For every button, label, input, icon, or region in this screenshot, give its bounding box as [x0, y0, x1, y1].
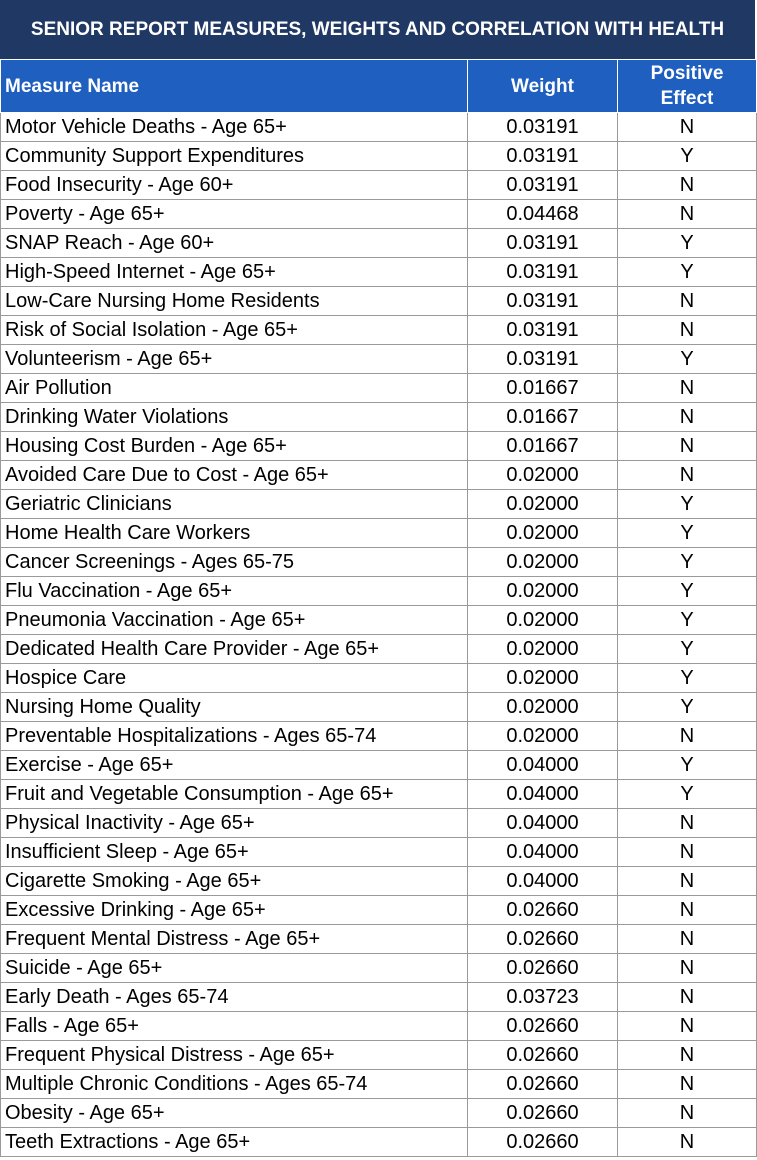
measures-table	[0, 59, 757, 1157]
table-row	[1, 1070, 757, 1099]
table-body	[1, 113, 757, 1157]
positive-effect-cell: N	[618, 287, 757, 316]
positive-effect-cell: N	[618, 722, 757, 751]
measure-name-cell: High-Speed Internet - Age 65+	[1, 258, 468, 287]
weight-cell: 0.02000	[468, 461, 618, 490]
weight-cell: 0.02660	[468, 1099, 618, 1128]
positive-effect-cell: Y	[618, 229, 757, 258]
table-row	[1, 577, 757, 606]
table-row	[1, 809, 757, 838]
weight-cell: 0.02000	[468, 693, 618, 722]
measure-name-cell: Motor Vehicle Deaths - Age 65+	[1, 113, 468, 142]
positive-effect-cell: N	[618, 171, 757, 200]
measure-name-cell: Frequent Mental Distress - Age 65+	[1, 925, 468, 954]
positive-effect-cell: N	[618, 896, 757, 925]
table-row	[1, 896, 757, 925]
measure-name-cell: Obesity - Age 65+	[1, 1099, 468, 1128]
weight-cell: 0.03191	[468, 171, 618, 200]
positive-effect-cell: N	[618, 1070, 757, 1099]
positive-effect-cell: N	[618, 954, 757, 983]
weight-cell: 0.03723	[468, 983, 618, 1012]
measure-name-cell: Cancer Screenings - Ages 65-75	[1, 548, 468, 577]
table-row	[1, 693, 757, 722]
table-row	[1, 316, 757, 345]
table-row	[1, 403, 757, 432]
weight-cell: 0.03191	[468, 258, 618, 287]
measure-name-cell: Low-Care Nursing Home Residents	[1, 287, 468, 316]
column-header-weight: Weight	[468, 60, 618, 113]
weight-cell: 0.03191	[468, 229, 618, 258]
table-row	[1, 345, 757, 374]
table-row	[1, 722, 757, 751]
measure-name-cell: Fruit and Vegetable Consumption - Age 65+	[1, 780, 468, 809]
table-row	[1, 635, 757, 664]
weight-cell: 0.01667	[468, 374, 618, 403]
weight-cell: 0.02660	[468, 896, 618, 925]
weight-cell: 0.04000	[468, 867, 618, 896]
table-row	[1, 1128, 757, 1157]
table-row	[1, 983, 757, 1012]
weight-cell: 0.03191	[468, 345, 618, 374]
weight-cell: 0.02000	[468, 722, 618, 751]
column-header-positive-effect-line1: Positive	[650, 63, 724, 84]
table-row	[1, 461, 757, 490]
table-row	[1, 954, 757, 983]
measure-name-cell: Suicide - Age 65+	[1, 954, 468, 983]
positive-effect-cell: Y	[618, 635, 757, 664]
measure-name-cell: Teeth Extractions - Age 65+	[1, 1128, 468, 1157]
measure-name-cell: Physical Inactivity - Age 65+	[1, 809, 468, 838]
positive-effect-cell: Y	[618, 606, 757, 635]
weight-cell: 0.02660	[468, 1128, 618, 1157]
positive-effect-cell: Y	[618, 577, 757, 606]
positive-effect-cell: N	[618, 432, 757, 461]
table-row	[1, 664, 757, 693]
measure-name-cell: Community Support Expenditures	[1, 142, 468, 171]
weight-cell: 0.03191	[468, 142, 618, 171]
measure-name-cell: Preventable Hospitalizations - Ages 65-74	[1, 722, 468, 751]
measure-name-cell: Housing Cost Burden - Age 65+	[1, 432, 468, 461]
weight-cell: 0.02660	[468, 1012, 618, 1041]
positive-effect-cell: Y	[618, 548, 757, 577]
table-row	[1, 548, 757, 577]
positive-effect-cell: N	[618, 461, 757, 490]
table-row	[1, 229, 757, 258]
table-row	[1, 490, 757, 519]
column-header-positive-effect-line2: Effect	[660, 88, 714, 109]
measure-name-cell: Multiple Chronic Conditions - Ages 65-74	[1, 1070, 468, 1099]
measure-name-cell: Dedicated Health Care Provider - Age 65+	[1, 635, 468, 664]
measure-name-cell: Hospice Care	[1, 664, 468, 693]
positive-effect-cell: Y	[618, 780, 757, 809]
measure-name-cell: Drinking Water Violations	[1, 403, 468, 432]
positive-effect-cell: N	[618, 316, 757, 345]
weight-cell: 0.02000	[468, 548, 618, 577]
weight-cell: 0.02000	[468, 519, 618, 548]
weight-cell: 0.01667	[468, 403, 618, 432]
positive-effect-cell: N	[618, 1099, 757, 1128]
weight-cell: 0.02660	[468, 1041, 618, 1070]
positive-effect-cell: N	[618, 1041, 757, 1070]
positive-effect-cell: N	[618, 374, 757, 403]
table-row	[1, 606, 757, 635]
measure-name-cell: Excessive Drinking - Age 65+	[1, 896, 468, 925]
measure-name-cell: Volunteerism - Age 65+	[1, 345, 468, 374]
weight-cell: 0.02000	[468, 664, 618, 693]
table-row	[1, 113, 757, 142]
table-row	[1, 200, 757, 229]
measure-name-cell: Risk of Social Isolation - Age 65+	[1, 316, 468, 345]
weight-cell: 0.02660	[468, 954, 618, 983]
measure-name-cell: Insufficient Sleep - Age 65+	[1, 838, 468, 867]
weight-cell: 0.02000	[468, 606, 618, 635]
positive-effect-cell: Y	[618, 345, 757, 374]
table-row	[1, 432, 757, 461]
weight-cell: 0.04000	[468, 751, 618, 780]
table-row	[1, 780, 757, 809]
table-row	[1, 142, 757, 171]
positive-effect-cell: Y	[618, 693, 757, 722]
weight-cell: 0.02000	[468, 577, 618, 606]
table-row	[1, 925, 757, 954]
weight-cell: 0.03191	[468, 287, 618, 316]
table-row	[1, 374, 757, 403]
positive-effect-cell: N	[618, 838, 757, 867]
table-row	[1, 171, 757, 200]
measure-name-cell: Food Insecurity - Age 60+	[1, 171, 468, 200]
positive-effect-cell: Y	[618, 519, 757, 548]
weight-cell: 0.02000	[468, 635, 618, 664]
positive-effect-cell: Y	[618, 751, 757, 780]
table-row	[1, 258, 757, 287]
table-row	[1, 287, 757, 316]
weight-cell: 0.02660	[468, 925, 618, 954]
positive-effect-cell: Y	[618, 664, 757, 693]
measure-name-cell: Air Pollution	[1, 374, 468, 403]
measure-name-cell: SNAP Reach - Age 60+	[1, 229, 468, 258]
column-header-positive-effect	[618, 60, 757, 113]
header-row	[1, 60, 757, 113]
positive-effect-cell: N	[618, 1012, 757, 1041]
table-row	[1, 1012, 757, 1041]
weight-cell: 0.04000	[468, 809, 618, 838]
measure-name-cell: Cigarette Smoking - Age 65+	[1, 867, 468, 896]
table-row	[1, 867, 757, 896]
weight-cell: 0.02000	[468, 490, 618, 519]
positive-effect-cell: Y	[618, 142, 757, 171]
weight-cell: 0.02660	[468, 1070, 618, 1099]
weight-cell: 0.04468	[468, 200, 618, 229]
weight-cell: 0.04000	[468, 780, 618, 809]
measure-name-cell: Frequent Physical Distress - Age 65+	[1, 1041, 468, 1070]
table-row	[1, 519, 757, 548]
weight-cell: 0.04000	[468, 838, 618, 867]
measure-name-cell: Exercise - Age 65+	[1, 751, 468, 780]
positive-effect-cell: Y	[618, 258, 757, 287]
measure-name-cell: Poverty - Age 65+	[1, 200, 468, 229]
table-row	[1, 838, 757, 867]
measure-name-cell: Flu Vaccination - Age 65+	[1, 577, 468, 606]
table-row	[1, 751, 757, 780]
positive-effect-cell: N	[618, 1128, 757, 1157]
weight-cell: 0.03191	[468, 316, 618, 345]
positive-effect-cell: N	[618, 809, 757, 838]
weight-cell: 0.01667	[468, 432, 618, 461]
measure-name-cell: Nursing Home Quality	[1, 693, 468, 722]
measure-name-cell: Pneumonia Vaccination - Age 65+	[1, 606, 468, 635]
positive-effect-cell: N	[618, 925, 757, 954]
positive-effect-cell: N	[618, 113, 757, 142]
positive-effect-cell: N	[618, 983, 757, 1012]
measure-name-cell: Home Health Care Workers	[1, 519, 468, 548]
table-row	[1, 1041, 757, 1070]
positive-effect-cell: N	[618, 867, 757, 896]
positive-effect-cell: N	[618, 200, 757, 229]
measure-name-cell: Geriatric Clinicians	[1, 490, 468, 519]
positive-effect-cell: Y	[618, 490, 757, 519]
weight-cell: 0.03191	[468, 113, 618, 142]
table-row	[1, 1099, 757, 1128]
measure-name-cell: Avoided Care Due to Cost - Age 65+	[1, 461, 468, 490]
measure-name-cell: Falls - Age 65+	[1, 1012, 468, 1041]
column-header-measure-name: Measure Name	[1, 60, 468, 113]
measure-name-cell: Early Death - Ages 65-74	[1, 983, 468, 1012]
table-title: SENIOR REPORT MEASURES, WEIGHTS AND CORRELATION WITH HEALTH	[0, 0, 756, 59]
positive-effect-cell: N	[618, 403, 757, 432]
